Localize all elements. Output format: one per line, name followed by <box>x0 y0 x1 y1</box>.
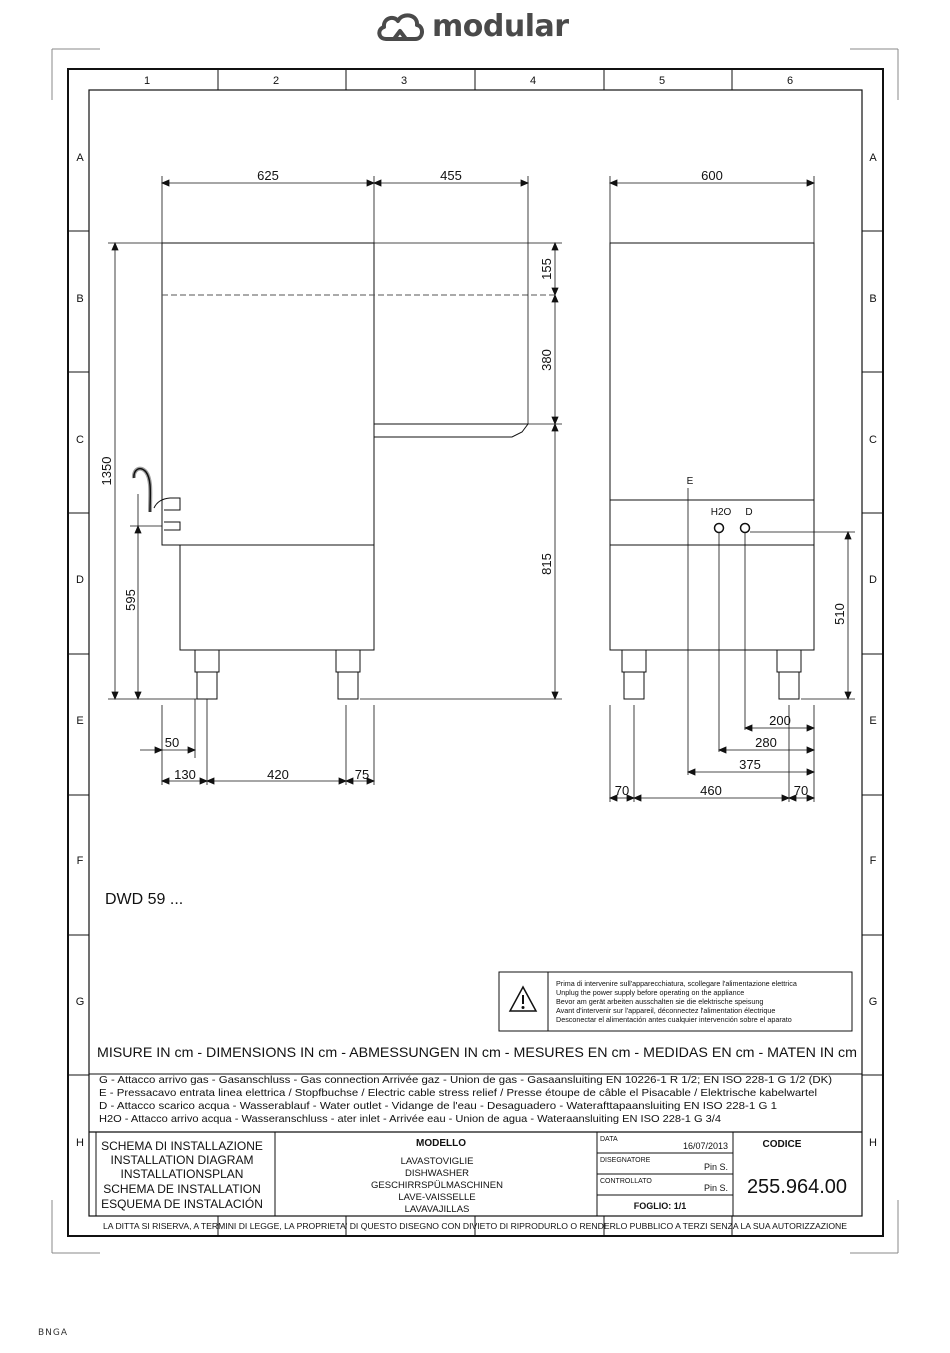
side-foot-left <box>195 650 219 672</box>
legend-item-electric: E - Pressacavo entrata linea elettrica / Stopfbuchse / Electric cable stress relief / Presse étoupe de câble el Pisacable / Elektrische kabelwartel <box>99 1087 817 1099</box>
outer-frame <box>68 69 883 1236</box>
column-ticks <box>218 69 732 1236</box>
dim-70-left: 70 <box>614 783 630 798</box>
front-foot-right-pin <box>779 672 799 699</box>
col-label: 6 <box>786 75 794 87</box>
dim-600: 600 <box>701 168 723 183</box>
col-label: 2 <box>272 75 280 87</box>
col-label: 5 <box>658 75 666 87</box>
front-foot-left <box>622 650 646 672</box>
warning-line: Avant d'intervenir sur l'appareil, déconnectez l'alimentation électrique <box>556 1006 776 1015</box>
connection-labels <box>687 476 753 518</box>
front-upper-body <box>610 243 814 500</box>
dim-280: 280 <box>755 735 777 750</box>
crop-marks <box>52 49 898 1253</box>
row-label: G <box>868 996 878 1008</box>
warning-line: Desconectar el alimentación antes cualquier intervención sobre el aparato <box>556 1015 792 1024</box>
side-foot-right <box>336 650 360 672</box>
dim-595: 595 <box>123 589 138 611</box>
warning-line: Prima di intervenire sull'apparecchiatura, scollegare l'alimentazione elettrica <box>556 979 797 988</box>
modello-line: GESCHIRRSPÜLMASCHINEN <box>371 1180 503 1191</box>
front-dimension-lines <box>610 176 855 802</box>
row-labels-left <box>76 152 85 1149</box>
data-label: DATA <box>600 1136 618 1143</box>
water-outlet-d <box>741 524 750 533</box>
title-line: INSTALLATION DIAGRAM <box>110 1153 254 1167</box>
side-dimension-lines <box>108 176 562 785</box>
title-line: SCHEMA DE INSTALLATION <box>103 1182 261 1196</box>
row-label: C <box>869 434 877 446</box>
measures-line: MISURE IN cm - DIMENSIONS IN cm - ABMESSUNGEN IN cm - MESURES EN cm - MEDIDAS EN cm - MATEN IN cm <box>97 1044 858 1060</box>
dim-200: 200 <box>769 713 791 728</box>
column-labels-top <box>144 75 793 87</box>
cable-gland <box>154 498 180 510</box>
dim-815: 815 <box>539 553 554 575</box>
row-label: H <box>76 1137 84 1149</box>
dim-420: 420 <box>267 767 289 782</box>
modello-line: LAVE-VAISSELLE <box>398 1192 476 1203</box>
legend-item-outlet: D - Attacco scarico acqua - Wasserablauf - Water outlet - Vidange de l'eau - Desaguadero - Waterafttapaansluiting EN ISO 228-1 G 1 <box>99 1100 778 1112</box>
modello-label: MODELLO <box>416 1138 466 1149</box>
dim-375: 375 <box>739 757 761 772</box>
diagram-titles <box>101 1139 263 1211</box>
modello-line: LAVAVAJILLAS <box>404 1204 470 1215</box>
dim-1350: 1350 <box>99 456 114 486</box>
side-base <box>180 545 374 650</box>
label-d: D <box>745 507 753 518</box>
checker-value: Pin S. <box>703 1183 728 1193</box>
row-label: A <box>869 152 877 164</box>
dim-455: 455 <box>440 168 462 183</box>
warning-line: Bevor am gerät arbeiten ausschalten sie die elektrische speisung <box>556 997 764 1006</box>
modello-names <box>371 1156 503 1215</box>
row-label: E <box>869 715 877 727</box>
footer-badge: BNGA <box>38 1328 69 1338</box>
connection-legend <box>99 1074 832 1125</box>
dim-155: 155 <box>539 258 554 280</box>
dim-510: 510 <box>832 603 847 625</box>
side-shelf <box>374 424 528 437</box>
designer-value: Pin S. <box>703 1162 728 1172</box>
warning-line: Unplug the power supply before operating on the appliance <box>556 988 745 997</box>
front-dimension-labels <box>615 168 847 798</box>
row-label: C <box>76 434 84 446</box>
dim-460: 460 <box>700 783 722 798</box>
row-label: B <box>869 293 877 305</box>
front-base <box>610 545 814 650</box>
row-label: D <box>76 574 84 586</box>
checker-label: CONTROLLATO <box>600 1178 652 1185</box>
legend-item-water: H2O - Attacco arrivo acqua - Wasseranschluss - ater inlet - Arrivée eau - Union de agua - Wateraansluiting EN ISO 228-1 G 3/4 <box>99 1113 722 1125</box>
gas-connector <box>164 522 180 530</box>
col-label: 3 <box>400 75 408 87</box>
row-label: H <box>869 1137 877 1149</box>
side-upper-body <box>162 243 374 545</box>
dim-380: 380 <box>539 349 554 371</box>
side-foot-right-pin <box>338 672 358 699</box>
water-inlet-h2o <box>715 524 724 533</box>
row-label: F <box>869 855 877 867</box>
col-label: 1 <box>143 75 151 87</box>
legend-item-gas: G - Attacco arrivo gas - Gasanschluss - Gas connection Arrivée gaz - Union de gas - Gasaansluiting EN 10226-1 R 1/2; EN ISO 228-1 G 1/2 (DK) <box>99 1074 832 1086</box>
codice-value: 255.964.00 <box>746 1176 848 1198</box>
modello-line: DISHWASHER <box>404 1168 470 1179</box>
warning-triangle-icon <box>510 987 536 1011</box>
foglio: FOGLIO: 1/1 <box>633 1201 687 1211</box>
row-label: A <box>76 152 84 164</box>
dim-130: 130 <box>174 767 196 782</box>
label-h2o: H2O <box>710 507 732 518</box>
front-foot-right <box>777 650 801 672</box>
model-code: DWD 59 ... <box>105 891 184 908</box>
side-view <box>108 176 562 785</box>
row-label: G <box>75 996 85 1008</box>
warning-text <box>556 979 797 1024</box>
designer-label: DISEGNATORE <box>600 1157 651 1164</box>
side-foot-left-pin <box>197 672 217 699</box>
title-line: SCHEMA DI INSTALLAZIONE <box>101 1139 263 1153</box>
dim-50: 50 <box>164 735 180 750</box>
label-e: E <box>686 476 694 487</box>
col-label: 4 <box>529 75 537 87</box>
row-label: D <box>869 574 877 586</box>
brand-name: modular <box>432 8 569 44</box>
codice-label: CODICE <box>762 1139 802 1150</box>
row-label: F <box>76 855 84 867</box>
dim-70-right: 70 <box>793 783 809 798</box>
dim-75: 75 <box>354 767 370 782</box>
row-label: B <box>76 293 84 305</box>
front-view <box>610 176 855 802</box>
data-value: 16/07/2013 <box>682 1141 728 1151</box>
side-dimension-labels <box>99 168 554 782</box>
side-lower-edge <box>162 510 180 545</box>
row-label: E <box>76 715 84 727</box>
row-ticks <box>68 231 883 1075</box>
front-foot-left-pin <box>624 672 644 699</box>
title-line: ESQUEMA DE INSTALACIÓN <box>101 1197 263 1211</box>
disclaimer: LA DITTA SI RISERVA, A TERMINI DI LEGGE, LA PROPRIETA' DI QUESTO DISEGNO CON DIVIETO DI RIPRODURLO O RENDERLO PUBBLICO A TERZI SENZA LA SUA AUTORIZZAZIONE <box>103 1222 848 1231</box>
dim-625: 625 <box>257 168 279 183</box>
row-labels-right <box>869 152 878 1149</box>
title-line: INSTALLATIONSPLAN <box>120 1167 244 1181</box>
modello-line: LAVASTOVIGLIE <box>400 1156 474 1167</box>
